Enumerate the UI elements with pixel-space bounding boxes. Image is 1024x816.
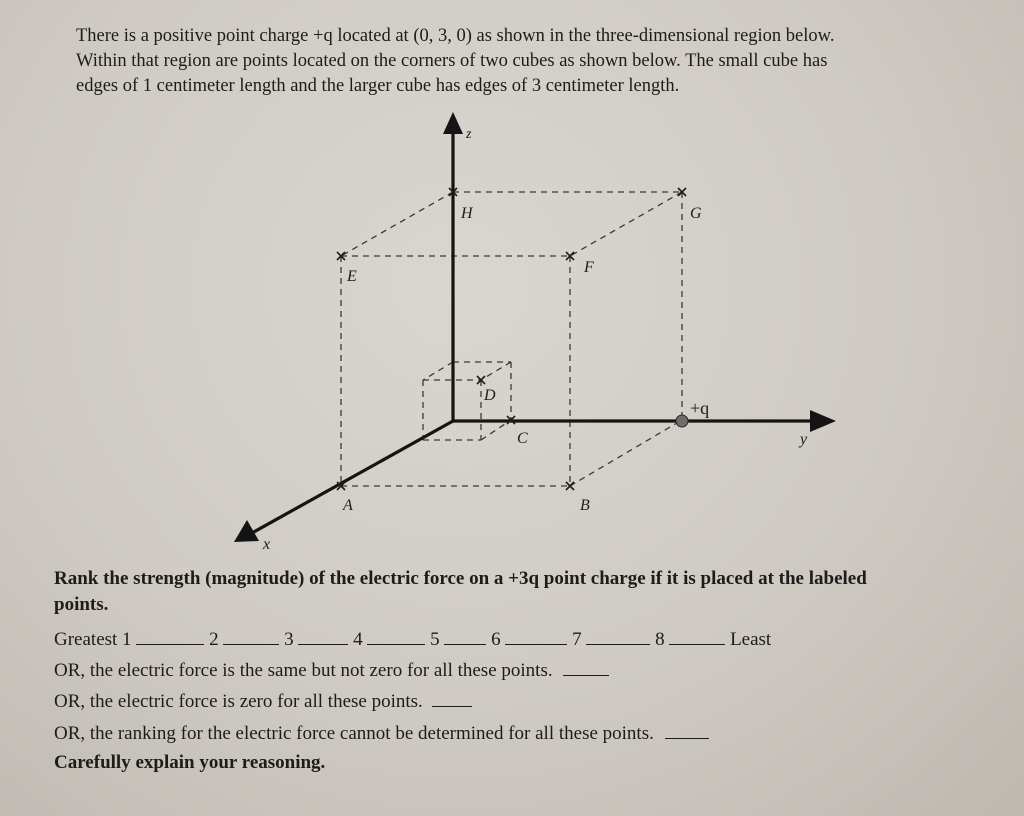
small-cube-edges <box>423 362 511 440</box>
option-same-text: OR, the electric force is the same but not zero for all these points. <box>54 660 553 681</box>
rank-label-5: 5 <box>430 629 440 650</box>
x-axis <box>252 421 453 533</box>
explain-text: Carefully explain your reasoning. <box>54 752 326 773</box>
option-undetermined-row <box>54 720 709 745</box>
point-label-h: H <box>461 205 473 222</box>
point-label-e: E <box>347 268 357 285</box>
y-axis-label: y <box>800 431 808 448</box>
x-axis-label: x <box>263 536 271 553</box>
z-axis-label: z <box>466 127 472 142</box>
rank-label-7: 7 <box>572 629 582 650</box>
point-label-c: C <box>517 430 528 447</box>
rank-label-3: 3 <box>284 629 294 650</box>
z-axis-arrowhead <box>443 112 463 134</box>
point-label-f: F <box>584 259 594 276</box>
point-label-a: A <box>343 497 353 514</box>
point-label-g: G <box>690 205 702 222</box>
rank-least-label: Least <box>730 629 772 650</box>
rank-blank-5[interactable] <box>444 626 486 645</box>
option-same-row <box>54 657 609 682</box>
option-zero-text: OR, the electric force is zero for all these points. <box>54 691 423 712</box>
y-axis-arrowhead <box>810 410 836 432</box>
rank-blank-7[interactable] <box>586 626 650 645</box>
ranking-row <box>54 626 771 651</box>
marker-b <box>566 482 574 490</box>
prompt-line-2: points. <box>54 594 109 615</box>
point-label-d: D <box>484 387 496 404</box>
intro-line-2: Within that region are points located on the corners of two cubes as shown below. The small cube has <box>76 51 828 71</box>
prompt-line-1: Rank the strength (magnitude) of the electric force on a +3q point charge if it is placed at the labeled <box>54 568 867 589</box>
rank-blank-3[interactable] <box>298 626 348 645</box>
option-undetermined-text: OR, the ranking for the electric force cannot be determined for all these points. <box>54 723 654 744</box>
point-markers <box>337 188 686 490</box>
rank-greatest-label: Greatest 1 <box>54 629 132 650</box>
point-charge-dot <box>676 415 688 427</box>
rank-label-8: 8 <box>655 629 665 650</box>
option-same-blank[interactable] <box>563 657 609 676</box>
question-prompt <box>54 566 994 618</box>
option-undetermined-blank[interactable] <box>665 720 709 739</box>
rank-blank-4[interactable] <box>367 626 425 645</box>
rank-blank-1[interactable] <box>136 626 204 645</box>
rank-blank-8[interactable] <box>669 626 725 645</box>
charge-label: +q <box>690 398 710 418</box>
option-zero-row <box>54 688 472 713</box>
large-cube-edges <box>341 192 682 486</box>
rank-blank-6[interactable] <box>505 626 567 645</box>
rank-label-2: 2 <box>209 629 219 650</box>
explain-row <box>54 752 325 774</box>
intro-line-1: There is a positive point charge +q located at (0, 3, 0) as shown in the three-dimensional region below. <box>76 26 835 46</box>
rank-label-6: 6 <box>491 629 501 650</box>
point-label-b: B <box>580 497 590 514</box>
rank-label-4: 4 <box>353 629 363 650</box>
rank-blank-2[interactable] <box>223 626 279 645</box>
option-zero-blank[interactable] <box>432 688 472 707</box>
intro-line-3: edges of 1 centimeter length and the larger cube has edges of 3 centimeter length. <box>76 76 680 96</box>
